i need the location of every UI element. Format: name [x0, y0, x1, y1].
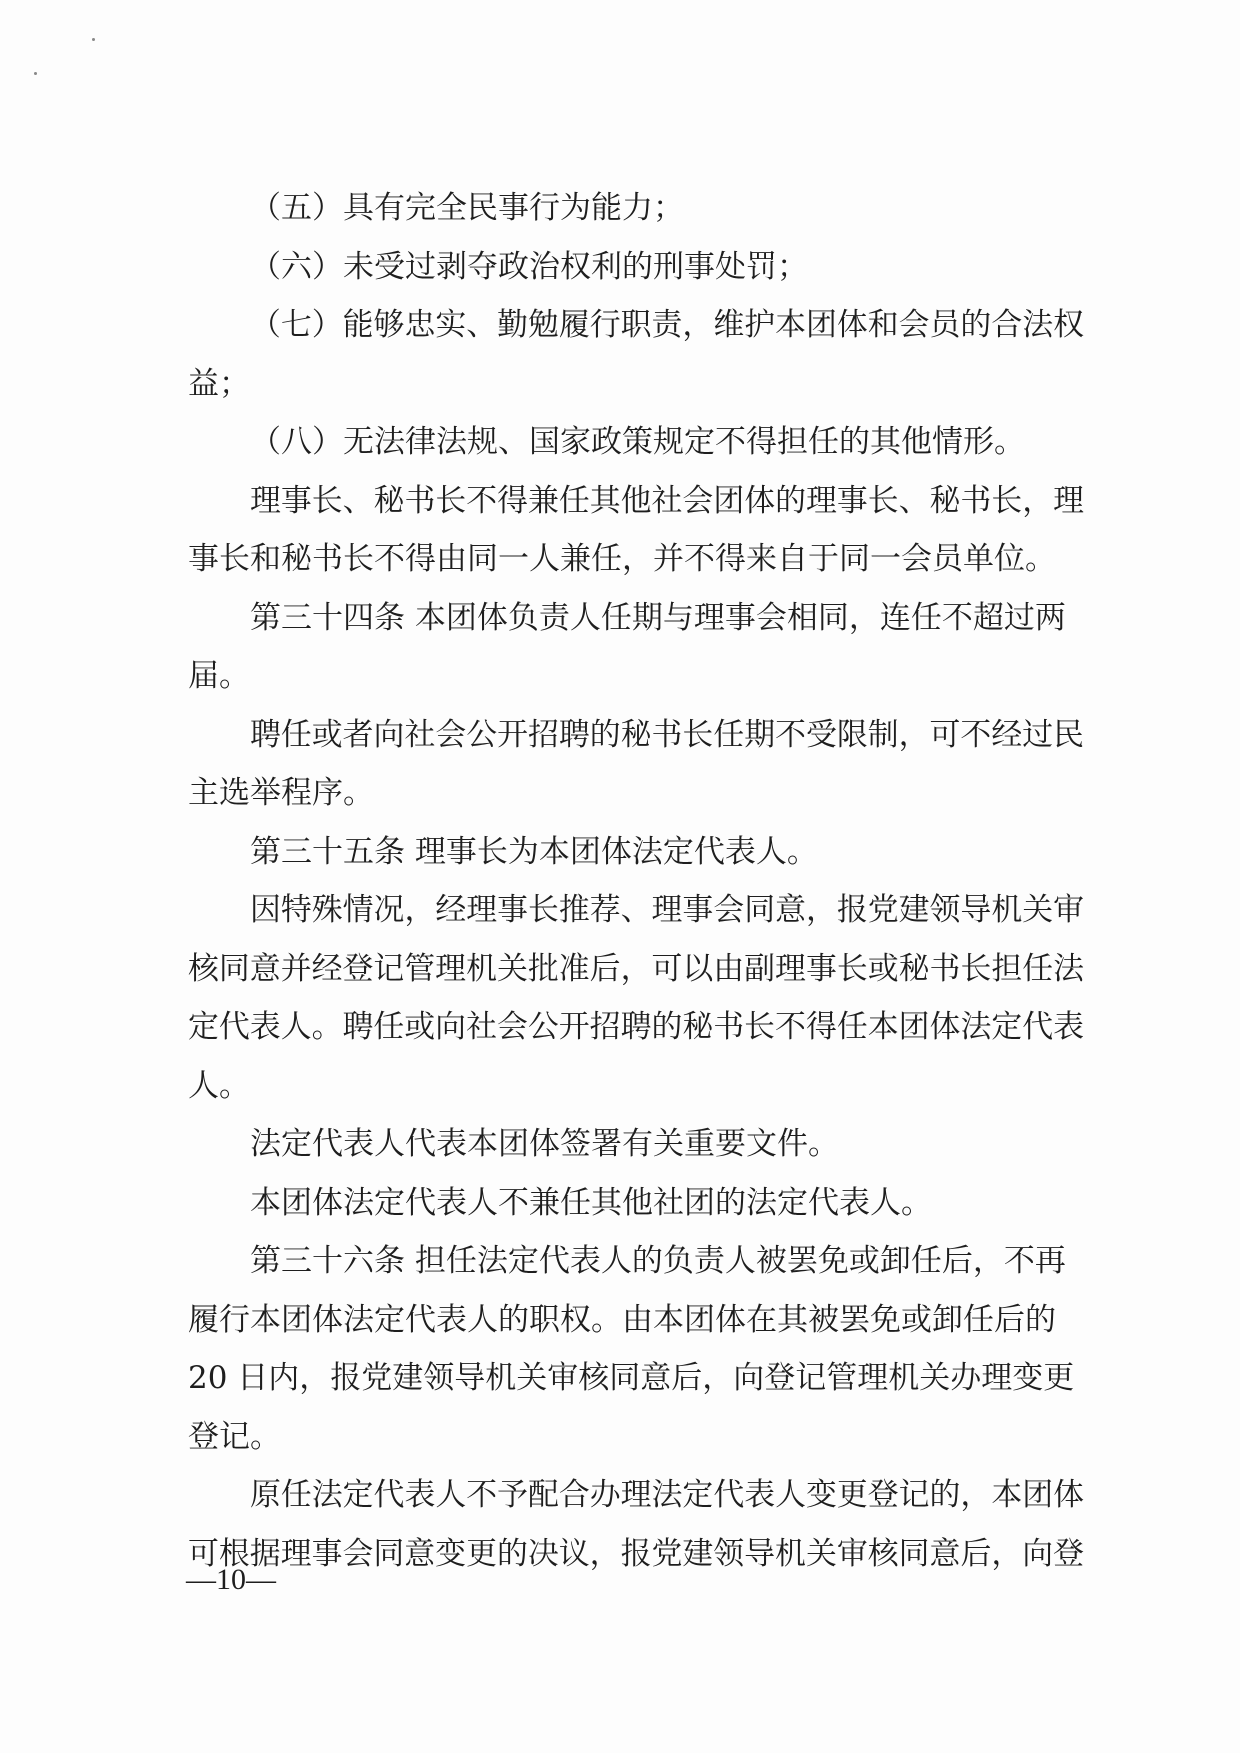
- document-body: [188, 188, 1084, 1592]
- paragraph-line: 可根据理事会同意变更的决议，报党建领导机关审核同意后，向登: [188, 1535, 1085, 1572]
- page-number: —10—: [186, 1563, 276, 1596]
- paragraph-line: 本团体法定代表人不兼任其他社团的法定代表人。: [250, 1184, 932, 1221]
- paragraph-line: （五）具有完全民事行为能力；: [250, 190, 684, 226]
- paragraph-line: 届。: [188, 658, 250, 694]
- paragraph-line: 聘任或者向社会公开招聘的秘书长任期不受限制，可不经过民: [250, 716, 1084, 753]
- paragraph-line: （七）能够忠实、勤勉履行职责，维护本团体和会员的合法权: [250, 307, 1084, 343]
- paragraph-line: 原任法定代表人不予配合办理法定代表人变更登记的，本团体: [250, 1477, 1084, 1513]
- paragraph-line: 定代表人。聘任或向社会公开招聘的秘书长不得任本团体法定代表: [188, 1009, 1085, 1045]
- scan-speck: [92, 38, 95, 41]
- paragraph-line: 第三十六条 担任法定代表人的负责人被罢免或卸任后，不再: [250, 1243, 1066, 1279]
- paragraph-line: 20 日内，报党建领导机关审核同意后，向登记管理机关办理变更: [188, 1360, 1075, 1396]
- paragraph-line: 事长和秘书长不得由同一人兼任，并不得来自于同一会员单位。: [188, 541, 1056, 577]
- paragraph-line: 登记。: [188, 1418, 281, 1455]
- paragraph-line: 主选举程序。: [188, 775, 374, 811]
- scan-speck: [34, 72, 37, 75]
- paragraph-line: 第三十四条 本团体负责人任期与理事会相同，连任不超过两: [250, 599, 1066, 636]
- paragraph-line: 法定代表人代表本团体签署有关重要文件。: [250, 1126, 839, 1162]
- paragraph-line: 益；: [188, 365, 250, 402]
- paragraph-line: 核同意并经登记管理机关批准后，可以由副理事长或秘书长担任法: [188, 950, 1085, 987]
- paragraph-line: 第三十五条 理事长为本团体法定代表人。: [250, 833, 818, 870]
- paragraph-line: 人。: [188, 1067, 250, 1104]
- paragraph-line: （八）无法律法规、国家政策规定不得担任的其他情形。: [250, 424, 1025, 460]
- paragraph-line: 因特殊情况，经理事长推荐、理事会同意，报党建领导机关审: [250, 892, 1084, 928]
- paragraph-line: （六）未受过剥夺政治权利的刑事处罚；: [250, 248, 808, 285]
- paragraph-line: 理事长、秘书长不得兼任其他社会团体的理事长、秘书长，理: [250, 482, 1084, 519]
- paragraph-line: 履行本团体法定代表人的职权。由本团体在其被罢免或卸任后的: [188, 1301, 1056, 1338]
